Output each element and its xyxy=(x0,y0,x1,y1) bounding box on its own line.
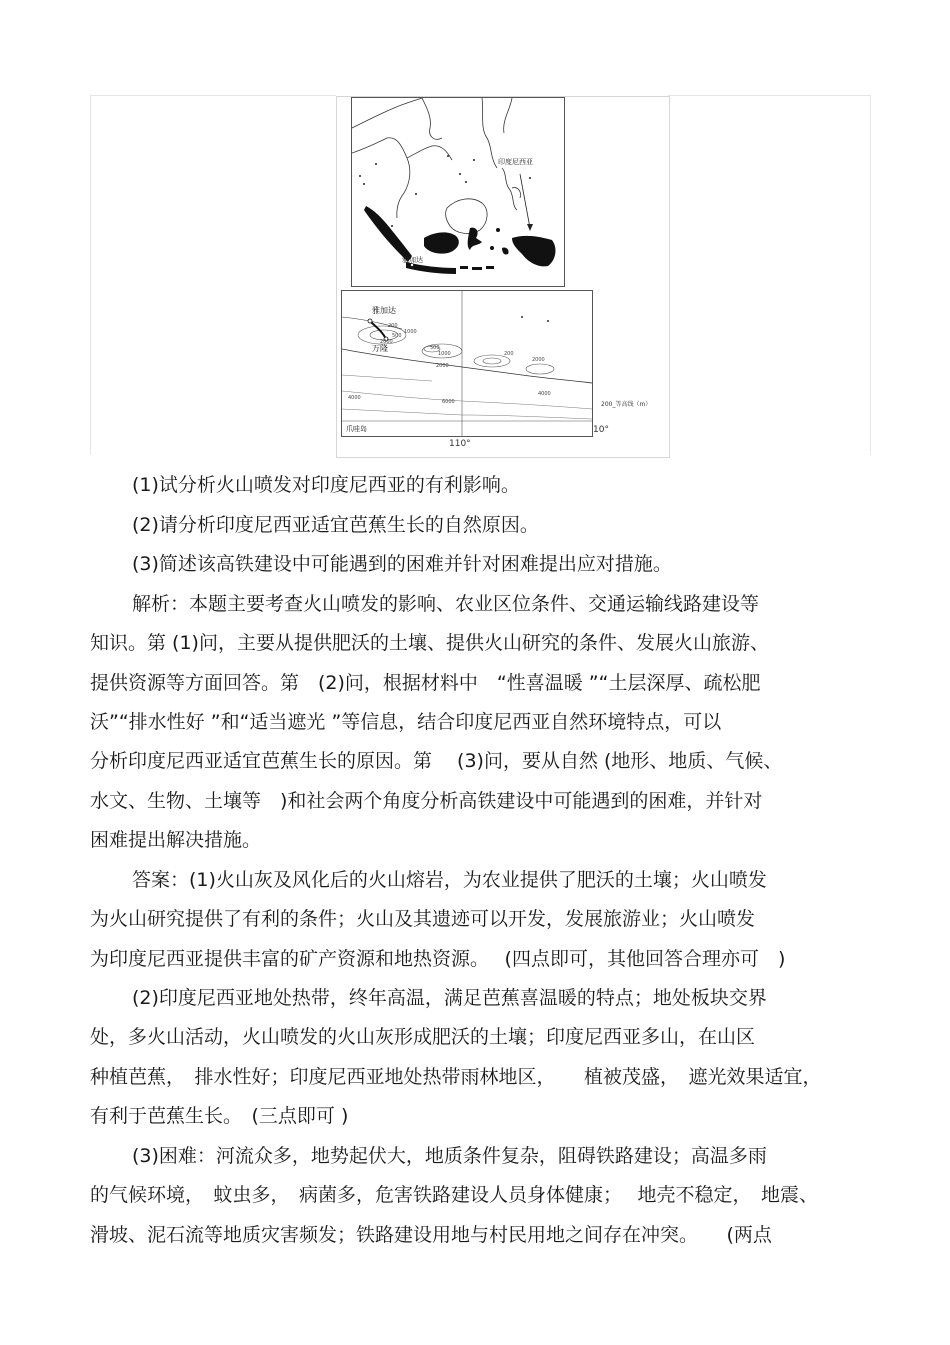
right-rule xyxy=(870,95,871,455)
contour-value-label: 2000 xyxy=(436,363,449,369)
question-3: (3)简述该高铁建设中可能遇到的困难并针对困难提出应对措施。 xyxy=(132,553,672,575)
question-2: (2)请分析印度尼西亚适宜芭蕉生长的自然原因。 xyxy=(132,514,539,536)
contour-value-label: 6000 xyxy=(442,399,455,405)
answer-line: 处，多火山活动，火山喷发的火山灰形成肥沃的土壤；印度尼西亚多山，在山区 xyxy=(90,1026,756,1048)
latitude-tick: 10° xyxy=(593,425,609,435)
java-contour-map-drawing xyxy=(342,291,592,436)
answer-line: 滑坡、泥石流等地质灾害频发；铁路建设用地与村民用地之间存在冲突。 (两点 xyxy=(90,1224,772,1246)
contour-value-label: 4000 xyxy=(348,395,361,401)
contour-value-label: 1000 xyxy=(438,351,451,357)
answer-line: 的气候环境， 蚊虫多， 病菌多，危害铁路建设人员身体健康； 地壳不稳定， 地震、 xyxy=(90,1184,819,1206)
analysis-line: 分析印度尼西亚适宜芭蕉生长的原因。第 (3)问，要从自然 (地形、地质、气候、 xyxy=(90,750,783,772)
contour-value-label: 200 xyxy=(504,351,514,357)
answer-line: 种植芭蕉， 排水性好；印度尼西亚地处热带雨林地区， 植被茂盛， 遮光效果适宜， xyxy=(90,1066,822,1088)
answer-line: (3)困难：河流众多，地势起伏大，地质条件复杂，阻碍铁路建设；高温多雨 xyxy=(132,1145,767,1167)
figure xyxy=(336,96,670,458)
left-rule xyxy=(90,95,91,455)
java-contour-map xyxy=(341,290,593,437)
analysis-line: 解析：本题主要考查火山喷发的影响、农业区位条件、交通运输线路建设等 xyxy=(132,593,760,615)
indonesia-label: 印度尼西亚 xyxy=(498,158,533,166)
java-island-label: 爪哇岛 xyxy=(346,425,367,433)
question-1: (1)试分析火山喷发对印度尼西亚的有利影响。 xyxy=(132,474,520,496)
top-rule-left xyxy=(90,95,336,96)
analysis-line: 知识。第 (1)问，主要从提供肥沃的土壤、提供火山研究的条件、发展火山旅游、 xyxy=(90,632,769,654)
top-rule-right xyxy=(668,95,871,96)
southeast-asia-map-drawing xyxy=(352,98,564,286)
southeast-asia-map xyxy=(351,97,565,287)
answer-line: 为火山研究提供了有利的条件；火山及其遗迹可以开发，发展旅游业；火山喷发 xyxy=(90,908,756,930)
bandung-label: 万隆 xyxy=(372,344,388,353)
answer-line: 答案：(1)火山灰及风化后的火山熔岩，为农业提供了肥沃的土壤；火山喷发 xyxy=(132,869,767,891)
analysis-line: 困难提出解决措施。 xyxy=(90,829,262,851)
jakarta-label-top: 雅加达 xyxy=(402,256,423,264)
contour-value-label: 2000 xyxy=(532,357,545,363)
longitude-label: 110° xyxy=(449,439,471,449)
jakarta-label: 雅加达 xyxy=(372,306,396,315)
contour-value-label: 500 xyxy=(430,345,440,351)
contour-legend: 200_等高线（m） xyxy=(601,401,652,408)
contour-value-label: 2000 xyxy=(380,339,393,345)
answer-line: (2)印度尼西亚地处热带，终年高温，满足芭蕉喜温暖的特点；地处板块交界 xyxy=(132,987,767,1009)
contour-value-label: 200 xyxy=(388,323,398,329)
analysis-line: 沃”“排水性好 ”和“适当遮光 ”等信息，结合印度尼西亚自然环境特点，可以 xyxy=(90,711,722,733)
contour-value-label: 1000 xyxy=(404,329,417,335)
contour-value-label: 4000 xyxy=(538,391,551,397)
answer-line: 为印度尼西亚提供丰富的矿产资源和地热资源。 (四点即可，其他回答合理亦可 ) xyxy=(90,948,786,970)
answer-line: 有利于芭蕉生长。 (三点即可 ) xyxy=(90,1105,349,1127)
analysis-line: 水文、生物、土壤等 )和社会两个角度分析高铁建设中可能遇到的困难，并针对 xyxy=(90,790,763,812)
analysis-line: 提供资源等方面回答。第 (2)问，根据材料中 “性喜温暖 ”“土层深厚、疏松肥 xyxy=(90,672,761,694)
contour-value-label: 500 xyxy=(392,333,402,339)
